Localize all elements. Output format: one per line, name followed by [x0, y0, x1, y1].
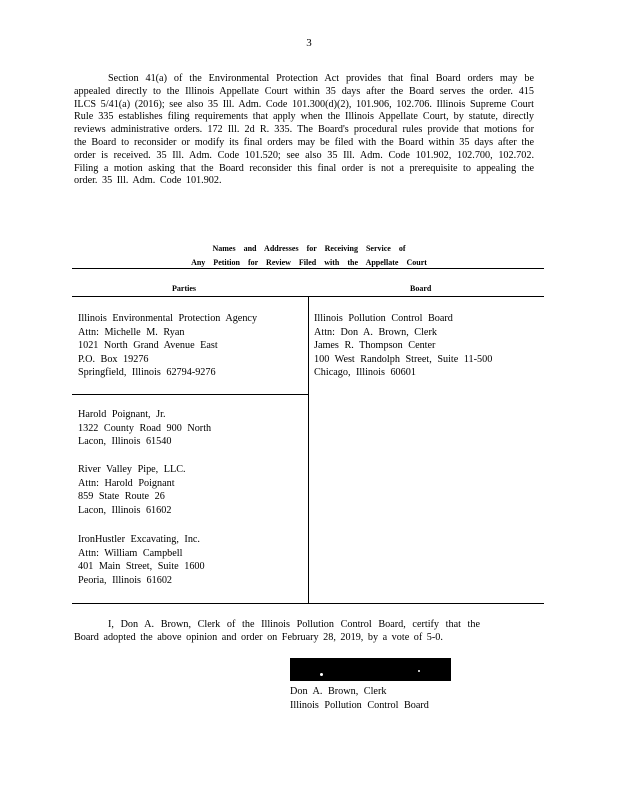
table-bottom-border	[72, 603, 544, 604]
address-line: Illinois Pollution Control Board	[314, 313, 453, 324]
address-line: 1322 County Road 900 North	[78, 422, 212, 434]
address-line: 401 Main Street, Suite 1600	[78, 561, 205, 572]
board-address	[314, 312, 492, 380]
ironhustler-address	[78, 533, 205, 587]
address-line: Attn: William Campbell	[78, 547, 183, 559]
address-line: Lacon, Illinois 61602	[78, 504, 172, 516]
signature-mark	[418, 670, 420, 672]
caption-line-1: Names and Addresses for Receiving Service of	[212, 244, 406, 253]
redacted-signature	[290, 658, 451, 681]
address-line: Lacon, Illinois 61540	[78, 436, 172, 447]
address-line: Illinois Environmental Protection Agency	[78, 313, 258, 324]
caption-line-2: Any Petition for Review Filed with the Appellate Court	[191, 258, 427, 267]
address-line: Attn: Harold Poignant	[78, 477, 175, 489]
address-line: IronHustler Excavating, Inc.	[78, 534, 200, 545]
iepa-address	[78, 312, 257, 380]
address-line: Attn: Michelle M. Ryan	[78, 326, 185, 338]
address-line: Peoria, Illinois 61602	[78, 574, 173, 586]
clerk-certification: I, Don A. Brown, Clerk of the Illinois Pollution Control Board, certify that the Board adopted the above opinion and order on February 28, 2019, by a vote of 5-0.	[74, 619, 480, 643]
page-number: 3	[306, 37, 312, 49]
signature-block	[290, 685, 429, 713]
address-line: 100 West Randolph Street, Suite 11-500	[314, 353, 493, 365]
board-column-header: Board	[410, 284, 432, 293]
table-top-border	[72, 268, 544, 269]
service-table-caption	[74, 242, 544, 270]
signer-organization: Illinois Pollution Control Board	[290, 700, 429, 711]
address-line: 1021 North Grand Avenue East	[78, 340, 218, 351]
signature-mark	[320, 673, 323, 676]
address-line: P.O. Box 19276	[78, 353, 149, 365]
address-line: Chicago, Illinois 60601	[314, 367, 416, 378]
parties-column-header: Parties	[172, 284, 196, 293]
address-line: River Valley Pipe, LLC.	[78, 464, 186, 475]
appeal-rights-paragraph: Section 41(a) of the Environmental Protection Act provides that final Board orders may be appealed directly to the Illinois Appellate Court within 35 days after the Board serves the order. 415 ILCS 5/41(a) (2016); see also 35 Ill. Adm. Code 101.300(d)(2), 101.906, 102.706. Illinois Supreme Court Rule 335 establishes filing requirements that apply when the Illinois Appellate Court, by statute, directly reviews administrative orders. 172 Ill. 2d R. 335. The Board's procedural rules provide that motions for the Board to reconsider or modify its final orders may be filed with the Board within 35 days after the order is received. 35 Ill. Adm. Code 101.520; see also 35 Ill. Adm. Code 101.902, 102.700, 102.702. Filing a motion asking that the Board reconsider this final order is not a prerequisite to appealing the order. 35 Ill. Adm. Code 101.902.	[74, 73, 534, 187]
table-column-divider	[308, 296, 309, 603]
address-line: Harold Poignant, Jr.	[78, 409, 166, 420]
river-valley-pipe-address	[78, 463, 186, 517]
table-row-divider	[72, 394, 308, 395]
harold-poignant-address	[78, 408, 211, 449]
signer-name: Don A. Brown, Clerk	[290, 686, 387, 697]
address-line: 859 State Route 26	[78, 491, 165, 502]
address-line: James R. Thompson Center	[314, 340, 436, 351]
address-line: Springfield, Illinois 62794-9276	[78, 367, 216, 378]
address-line: Attn: Don A. Brown, Clerk	[314, 326, 437, 338]
